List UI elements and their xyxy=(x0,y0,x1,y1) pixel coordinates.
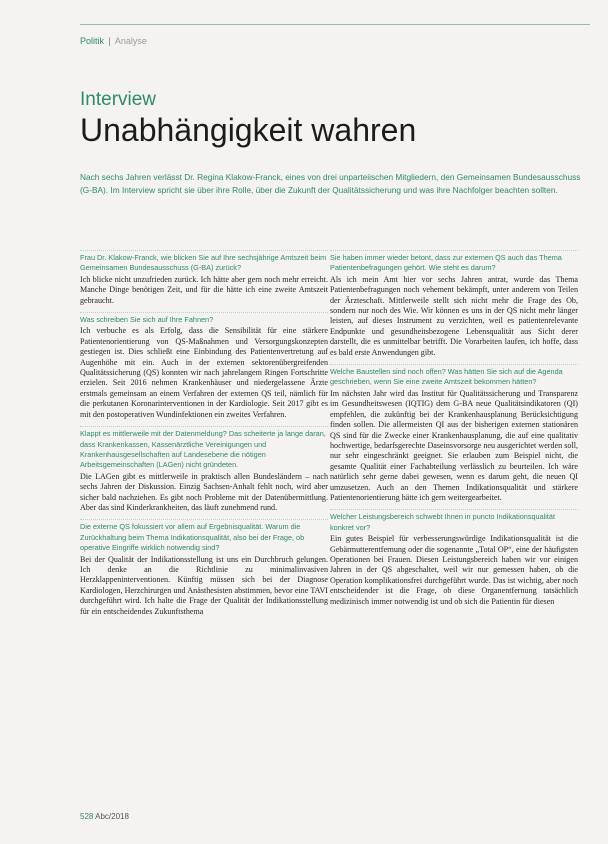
section-separator: | xyxy=(108,36,111,46)
question: Frau Dr. Klakow-Franck, wie blicken Sie auf Ihre sechsjährige Amtszeit beim Gemeinsamen Bundesausschuss (G-BA) zurück? xyxy=(80,250,328,274)
question: Sie haben immer wieder betont, dass zur externen QS auch das Thema Patientenbefragungen gehört. Wie steht es darum? xyxy=(330,250,578,274)
section-label: Politik xyxy=(80,36,105,46)
subsection-label: Analyse xyxy=(114,36,147,46)
lead-paragraph: Nach sechs Jahren verlässt Dr. Regina Klakow-Franck, eines von drei unparteiischen Mitgliedern, den Gemeinsamen Bundesausschuss (G-BA). Im Interview spricht sie über ihre Rolle, über die Zukunft der Qualitätssicherung und was ihre Nachfolger beachten sollten. xyxy=(80,172,581,195)
answer: Als ich mein Amt hier vor sechs Jahren antrat, wurde das Thema Patientenbefragungen noch vehement bekämpft, unter anderem von Teilen der Ärzteschaft. Mittlerweile stellt sich nicht mehr die Frage des Ob, sondern nur noch des Wie. Wir können es uns in der QS nicht mehr länger leisten, auf dieses Instrument zu verzichten, weil es patientenrelevante Endpunkte und gesundheitsbezogene Lebensqualität aus Sicht derer darstellt, die es unmittelbar betrifft. Die Vorarbeiten laufen, ich hoffe, dass es bald erste Anwendungen gibt. xyxy=(330,274,578,357)
answer: Ich verbuche es als Erfolg, dass die Sensibilität für eine stärkere Patientenorientierung von QS-Maßnahmen und Versorgungskonzepten gestiegen ist. Dies schließt eine Einbindung des Patientenvertretung auf Augenhöhe mit ein. Auch in der externen sektorenübergreifenden Qualitätssicherung (QS) konnten wir nach jahrelangem Ringen Fortschritte erzielen. Seit 2016 nehmen Krankenhäuser und niedergelassene Ärzte erstmals gemeinsam an einem Verfahren der externen QS teil, nämlich für die perkutanen Koronarinterventionen in der Kardiologie. Seit 2017 gibt es mit den postoperativen Wundinfektionen ein zweites Verfahren. xyxy=(80,326,328,419)
question: Welche Baustellen sind noch offen? Was hätten Sie sich auf die Agenda geschrieben, wenn Sie eine zweite Amtszeit bekommen hätten? xyxy=(330,364,578,388)
kicker: Interview xyxy=(80,89,157,110)
question: Was schreiben Sie sich auf Ihre Fahnen? xyxy=(80,312,328,325)
question: Welcher Leistungsbereich schwebt Ihnen in puncto Indikationsqualität konkret vor? xyxy=(330,509,578,533)
section-rubric xyxy=(80,36,147,46)
answer: Ein gutes Beispiel für verbesserungswürdige Indikationsqualität ist die Gebärmutterentfernung oder die sogenannte „Total OP“, eine der häufigsten Operationen bei Frauen. Diesen Leistungsbereich haben wir vor einigen Jahren in der QS abgeschaltet, weil wir nur gemessen haben, ob die Operation komplikationsfrei durchgeführt wurde. Das ist wichtig, aber noch entscheidender ist die Frage, ob diese Organentfernung tatsächlich medizinisch immer notwendig ist und ob sich die Patientin für diesen xyxy=(330,534,578,606)
issue-label: Abc/2018 xyxy=(95,812,129,821)
answer: Die LAGen gibt es mittlerweile in praktisch allen Bundesländern – nach sechs Jahren der Diskussion. Einzig Sachsen-Anhalt fehlt noch, wird aber sicher bald nachziehen. Es gibt noch Probleme mit der Datenübermittlung. Aber das sind Kinderkrankheiten, das läuft zunehmend rund. xyxy=(80,471,328,512)
right-column xyxy=(330,250,578,613)
answer: Bei der Qualität der Indikationsstellung ist uns ein Durchbruch gelungen. Ich denke an die Richtlinie zu minimalinvasiven Herzklappeninterventionen. Künftig müssen sich bei der Diagnose Kardiologen, Herzchirurgen und Anästhesisten abstimmen, bevor eine TAVI durchgeführt wird. Ich halte die Frage der Qualität der Indikationsstellung für ein entscheidendes Zukunftsthema xyxy=(80,554,328,616)
header-rule xyxy=(80,24,590,25)
page-footer xyxy=(80,812,129,821)
page-title: Unabhängigkeit wahren xyxy=(80,112,417,148)
left-column xyxy=(80,250,328,623)
question: Klappt es mittlerweile mit der Datenmeldung? Das scheiterte ja lange daran, dass Krankenkassen, Kassenärztliche Vereinigungen und Krankenhausgesellschaften auf Landesebene die nötigen Arbeitsgemeinschaften (LAGen) nicht gründeten. xyxy=(80,426,328,471)
answer: Im nächsten Jahr wird das Institut für Qualitätssicherung und Transparenz im Gesundheitswesen (IQTIG) dem G-BA neue Qualitätsindikatoren (QI) empfehlen, die zukünftig bei der Krankenhausplanung Berücksichtigung finden sollen. Die allermeisten QI aus der bisherigen externen stationären QS sind für die Zwecke einer Krankenhausplanung, die auf eine qualitativ hochwertige, bedarfsgerechte Daseinsvorsorge neu ausgerichtet werden soll, nur sehr eingeschränkt geeignet. Sie erlauben zum Beispiel nicht, die gesamte Qualität einer Fachabteilung verlässlich zu beurteilen. Ich wäre natürlich sehr gerne dabei gewesen, wenn es darum geht, die neuen QI umzusetzen. Auch an den Themen Indikationsqualität und stärkere Patientenorientierung hätte ich gern weitergearbeitet. xyxy=(330,388,578,502)
question: Die externe QS fokussiert vor allem auf Ergebnisqualität. Warum die Zurückhaltung beim Thema Indikationsqualität, also bei der Frage, ob operative Eingriffe wirklich notwendig sind? xyxy=(80,519,328,553)
page-number: 528 xyxy=(80,812,94,821)
answer: Ich blicke nicht unzufrieden zurück. Ich hätte aber gern noch mehr erreicht. Manche Dinge benötigen Zeit, und für die hätte ich eine zweite Amtszeit gebraucht. xyxy=(80,274,328,305)
